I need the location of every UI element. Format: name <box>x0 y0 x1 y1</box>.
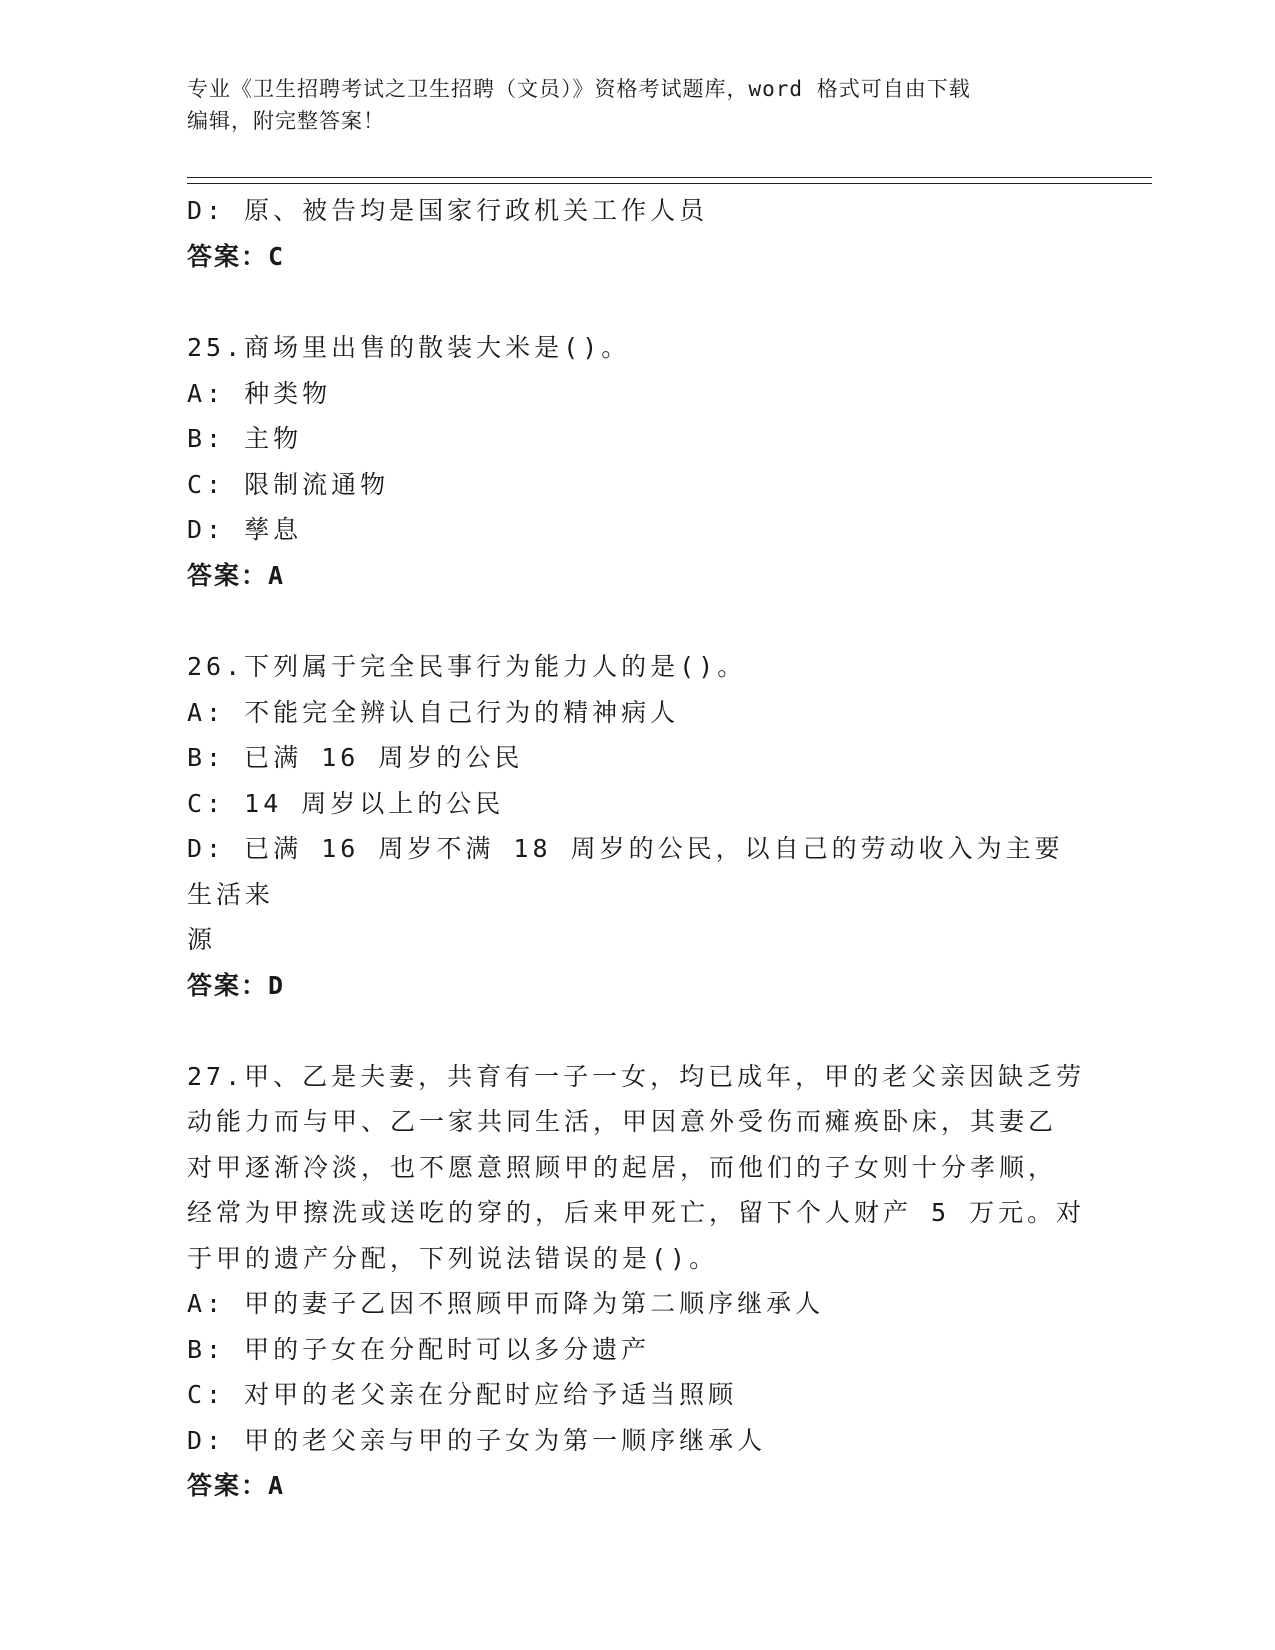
header-line-1: 专业《卫生招聘考试之卫生招聘（文员）》资格考试题库，word 格式可自由下载 <box>187 77 971 101</box>
q25-option-c: C: 限制流通物 <box>187 469 390 499</box>
q27-option-a: A: 甲的妻子乙因不照顾甲而降为第二顺序继承人 <box>187 1289 825 1318</box>
q25-option-d: D: 孳息 <box>187 515 303 544</box>
prev-option-d: D: 原、被告均是国家行政机关工作人员 <box>187 196 709 225</box>
header-divider-bottom <box>187 183 1152 184</box>
q27-option-b: B: 甲的子女在分配时可以多分遗产 <box>187 1334 651 1364</box>
q26-option-d-line-2: 源 <box>187 925 217 954</box>
q27-answer: 答案：A <box>187 1471 286 1500</box>
q25-option-a: A: 种类物 <box>187 378 332 408</box>
q27-option-d: D: 甲的老父亲与甲的子女为第一顺序继承人 <box>187 1425 767 1455</box>
header-line-2: 编辑，附完整答案！ <box>187 109 385 133</box>
q26-option-b: B: 已满 16 周岁的公民 <box>187 743 524 772</box>
q26-option-a: A: 不能完全辨认自己行为的精神病人 <box>187 697 680 727</box>
q26-stem: 26.下列属于完全民事行为能力人的是()。 <box>187 652 747 681</box>
q25-answer: 答案：A <box>187 560 286 590</box>
q27-stem-line-1: 27.甲、乙是夫妻，共育有一子一女，均已成年，甲的老父亲因缺乏劳 <box>187 1062 1086 1091</box>
document-header <box>187 73 1067 137</box>
q27-stem-line-5: 于甲的遗产分配，下列说法错误的是()。 <box>187 1243 719 1273</box>
q26-option-d-line-1: D: 已满 16 周岁不满 18 周岁的公民，以自己的劳动收入为主要生活来 <box>187 834 1064 909</box>
q27-stem-line-2: 动能力而与甲、乙一家共同生活，甲因意外受伤而瘫痪卧床，其妻乙 <box>187 1107 1058 1136</box>
q27-stem-line-3: 对甲逐渐冷淡，也不愿意照顾甲的起居，而他们的子女则十分孝顺， <box>187 1152 1058 1182</box>
q25-stem: 25.商场里出售的散装大米是()。 <box>187 333 631 362</box>
q26-answer: 答案：D <box>187 970 286 1000</box>
q25-option-b: B: 主物 <box>187 424 303 453</box>
q26-option-c: C: 14 周岁以上的公民 <box>187 788 505 818</box>
q27-option-c: C: 对甲的老父亲在分配时应给予适当照顾 <box>187 1380 738 1409</box>
prev-answer: 答案：C <box>187 241 286 271</box>
q27-stem-line-4: 经常为甲擦洗或送吃的穿的，后来甲死亡，留下个人财产 5 万元。对 <box>187 1198 1086 1227</box>
question-content <box>187 188 1087 1509</box>
header-divider-top <box>187 177 1152 178</box>
